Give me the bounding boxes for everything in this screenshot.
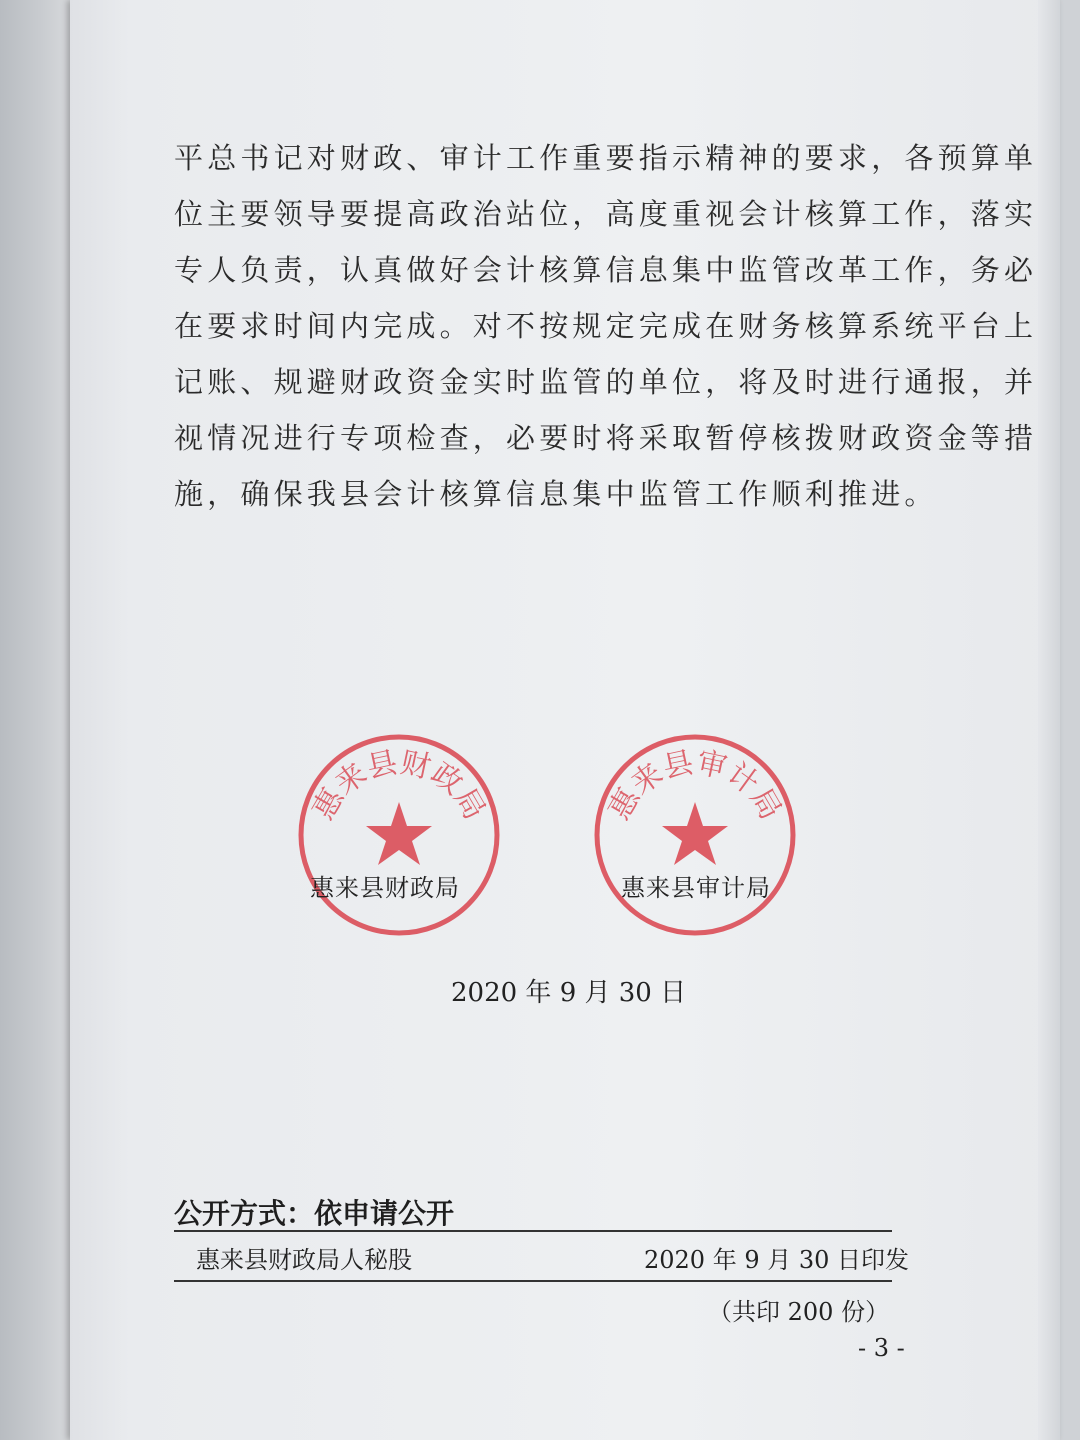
print-copies: （共印 200 份） — [708, 1298, 890, 1326]
body-paragraph — [174, 130, 1038, 522]
audit-bureau-seal — [590, 730, 800, 940]
body-line-7: 施，确保我县会计核算信息集中监管工作顺利推进。 — [174, 477, 938, 511]
body-line-3: 专人负责，认真做好会计核算信息集中监管改革工作，务必 — [174, 253, 1038, 287]
seal-graphic — [590, 730, 800, 940]
page-edge — [1038, 0, 1060, 1440]
divider-top — [174, 1230, 892, 1232]
divider-bottom — [174, 1280, 892, 1282]
disclosure-method: 公开方式：依申请公开 — [174, 1197, 455, 1230]
body-line-6: 视情况进行专项检查，必要时将采取暂停核拨财政资金等措 — [174, 421, 1038, 455]
page-binding-edge — [0, 0, 70, 1440]
signer-finance-bureau: 惠来县财政局 — [310, 874, 460, 902]
page-number: - 3 - — [858, 1334, 905, 1362]
body-line-5: 记账、规避财政资金实时监管的单位，将及时进行通报，并 — [174, 365, 1038, 399]
seal-text: 惠来县财政局 — [305, 745, 493, 826]
seal-text: 惠来县审计局 — [601, 745, 789, 826]
seal-graphic — [294, 730, 504, 940]
issuing-office: 惠来县财政局人秘股 — [196, 1246, 412, 1274]
body-line-1: 平总书记对财政、审计工作重要指示精神的要求，各预算单 — [174, 141, 1038, 175]
star-icon — [662, 802, 728, 865]
body-line-4: 在要求时间内完成。对不按规定完成在财务核算系统平台上 — [174, 309, 1038, 343]
body-line-2: 位主要领导要提高政治站位，高度重视会计核算工作，落实 — [174, 197, 1038, 231]
star-icon — [366, 802, 432, 865]
finance-bureau-seal — [294, 730, 504, 940]
issue-date: 2020 年 9 月 30 日印发 — [644, 1246, 910, 1274]
signer-audit-bureau: 惠来县审计局 — [621, 874, 771, 902]
signing-date: 2020 年 9 月 30 日 — [451, 978, 687, 1008]
